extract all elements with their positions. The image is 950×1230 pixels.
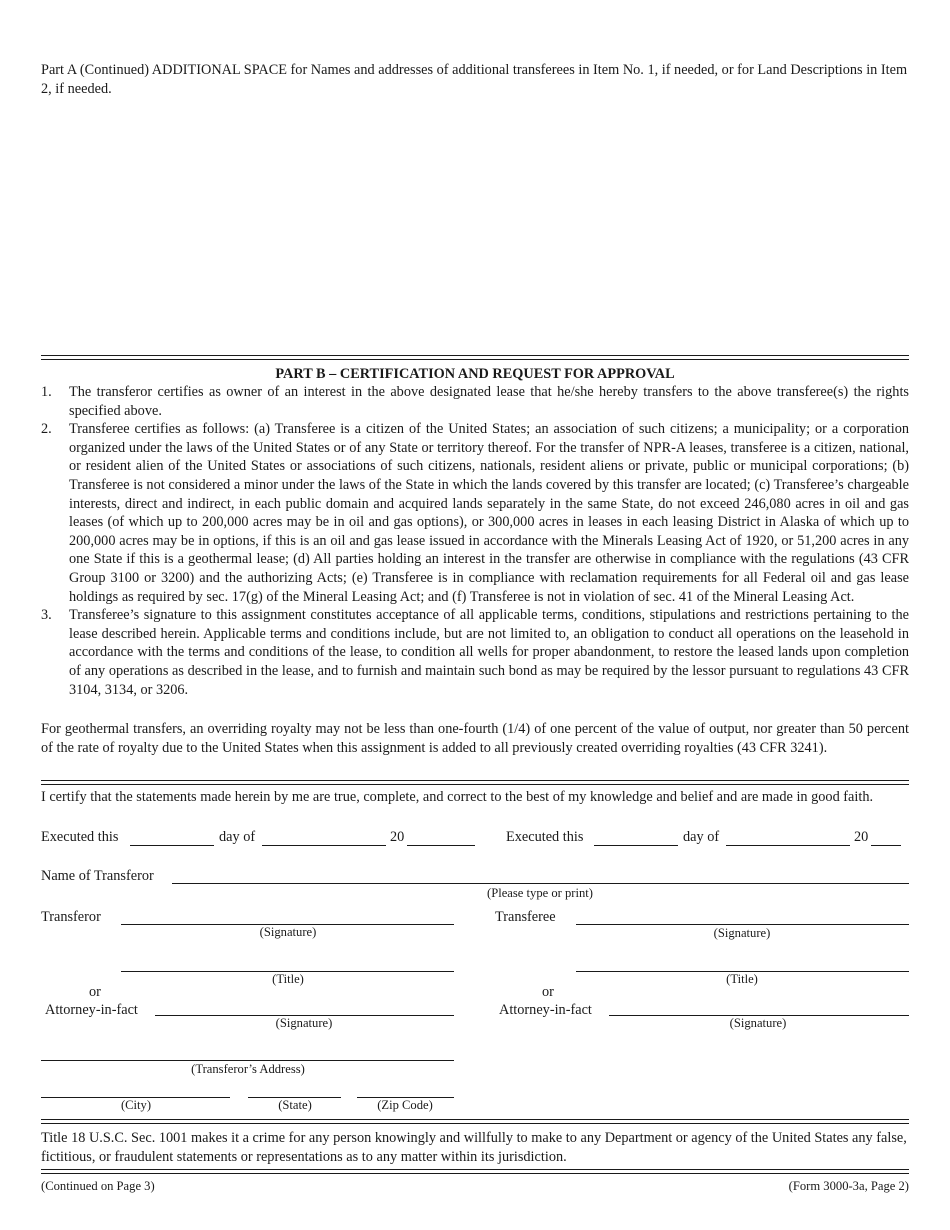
title-caption: (Title) [726, 972, 758, 986]
year-prefix-label: 20 [390, 829, 405, 845]
state-caption: (State) [278, 1098, 312, 1112]
executed-year-field-right[interactable] [871, 845, 901, 846]
executed-day-field-right[interactable] [594, 845, 678, 846]
section-divider [41, 355, 909, 360]
continued-note: (Continued on Page 3) [41, 1179, 155, 1193]
city-caption: (City) [120, 1098, 152, 1112]
form-id: (Form 3000-3a, Page 2) [788, 1179, 909, 1193]
list-item [41, 606, 909, 699]
executed-day-field-left[interactable] [130, 845, 214, 846]
executed-year-field-left[interactable] [407, 845, 475, 846]
signature-caption: (Signature) [259, 925, 317, 939]
part-a-additional-space[interactable] [41, 100, 909, 350]
part-b-heading: PART B – CERTIFICATION AND REQUEST FOR APPROVAL [275, 366, 675, 382]
transferor-address-caption: (Transferor’s Address) [191, 1062, 305, 1076]
certify-text: I certify that the statements made herein by me are true, complete, and correct to the best of my knowledge and belief and are made in good faith. [41, 789, 874, 805]
or-label: or [89, 984, 101, 1000]
item-text: The transferor certifies as owner of an interest in the above designated lease that he/she hereby transfers to the above transferee(s) the rights specified above. [69, 384, 909, 419]
section-divider [41, 1169, 909, 1174]
day-of-label: day of [683, 829, 720, 845]
section-divider [41, 780, 909, 785]
item-number: 2. [41, 421, 52, 438]
signature-caption: (Signature) [275, 1016, 333, 1030]
title-18-notice: Title 18 U.S.C. Sec. 1001 makes it a crime for any person knowingly and willfully to make to any Department or agency of the United States any false, fictitious, or fraudulent statements or representations as to any matter within its jurisdiction. [41, 1130, 907, 1165]
geothermal-text: For geothermal transfers, an overriding royalty may not be less than one-fourth (1/4) of one percent of the value of output, nor greater than 50 percent of the rate of royalty due to the United States when this assignment is added to all previously created overriding royalties (43 CFR 3241). [41, 721, 909, 756]
item-text: Transferee’s signature to this assignment constitutes acceptance of all applicable terms, conditions, stipulations and restrictions pertaining to the lease described herein. Applicable terms and conditions include, but are not limited to, an obligation to conduct all operations on the leasehold in accordance with the terms and conditions of the lease, to condition all wells for proper abandonment, to restore the leased lands upon completion of any operations as described in the lease, and to furnish and maintain such bond as may be required by the lessor pursuant to regulations 43 CFR 3104, 3134, or 3206. [69, 607, 909, 698]
please-print-caption: (Please type or print) [487, 886, 593, 900]
transferor-label: Transferor [41, 909, 101, 925]
attorney-in-fact-label: Attorney-in-fact [45, 1002, 138, 1018]
item-number: 1. [41, 384, 52, 400]
executed-month-field-right[interactable] [726, 845, 850, 846]
name-of-transferor-field[interactable] [172, 883, 909, 884]
item-text: Transferee certifies as follows: (a) Transferee is a citizen of the United States; an association of such citizens; a municipality; or a corporation organized under the laws of the United States or of any State or territory thereof. For the transfer of NPR-A leases, transferee is a citizen, national, or resident alien of the United States or associations of such citizens, nationals, resident aliens or private, public or municipal corporations; (b) Transferee is not considered a minor under the laws of the State in which the lands covered by this transfer are located; (c) Transferee’s chargeable interests, direct and indirect, in each public domain and acquired lands separately in the same State, do not exceed 246,080 acres in oil and gas leases (of which up to 200,000 acres may be in oil and gas options), or 300,000 acres in leases in each leasing District in Alaska of which up to 200,000 acres may be in options, if this is an oil and gas lease issued in accordance with the Minerals Leasing Act of 1920, or 51,200 acres in any one State if this is a geothermal lease; (d) All parties holding an interest in the transfer are otherwise in compliance with the regulations (43 CFR Group 3100 or 3200) and the authorizing Acts; (e) Transferee is in compliance with reclamation requirements for all Federal oil and gas lease holdings as required by sec. 17(g) of the Mineral Leasing Act; and (f) Transferee is not in violation of sec. 41 of the Mineral Leasing Act. [69, 421, 909, 605]
signature-caption: (Signature) [713, 926, 771, 940]
zip-code-caption: (Zip Code) [377, 1098, 433, 1112]
list-item [41, 383, 909, 420]
attorney-in-fact-label: Attorney-in-fact [499, 1002, 592, 1018]
executed-this-label: Executed this [41, 829, 119, 845]
transferee-signature-field[interactable] [576, 924, 909, 925]
or-label: or [542, 984, 554, 1000]
transferee-label: Transferee [495, 909, 556, 925]
part-a-text: Part A (Continued) ADDITIONAL SPACE for Names and addresses of additional transferees in Item No. 1, if needed, or for Land Descriptions in Item 2, if needed. [41, 62, 908, 97]
item-number: 3. [41, 607, 52, 624]
certification-list [41, 383, 909, 699]
name-of-transferor-label: Name of Transferor [41, 868, 154, 884]
section-divider [41, 1119, 909, 1124]
year-prefix-label: 20 [854, 829, 869, 845]
title-caption: (Title) [272, 972, 304, 986]
transferor-address-field[interactable] [41, 1060, 454, 1061]
executed-month-field-left[interactable] [262, 845, 386, 846]
day-of-label: day of [219, 829, 256, 845]
executed-this-label: Executed this [506, 829, 584, 845]
list-item [41, 420, 909, 606]
signature-caption: (Signature) [729, 1016, 787, 1030]
